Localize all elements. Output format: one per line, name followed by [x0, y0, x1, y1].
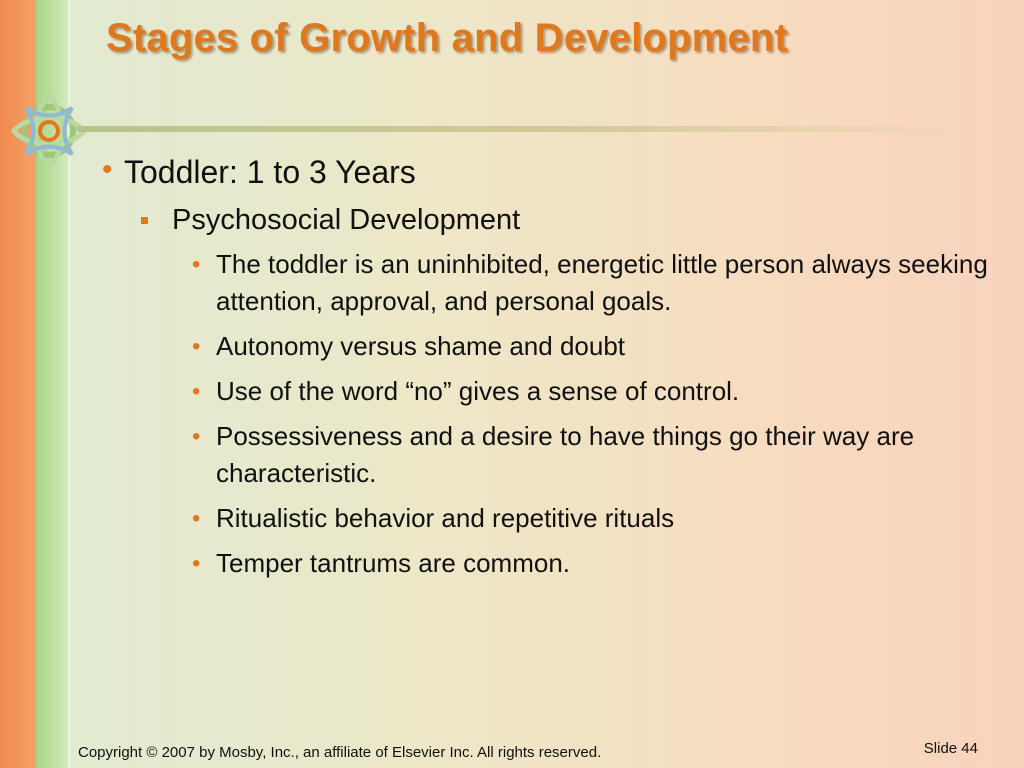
point-text: The toddler is an uninhibited, energetic little person always seeking attention, approval, and personal goals.: [216, 249, 988, 316]
list-item: [90, 246, 1000, 320]
heading-bullet-item: [90, 152, 1000, 192]
point-text: Temper tantrums are common.: [216, 548, 571, 578]
slide-number: Slide 44: [923, 740, 978, 757]
copyright-text: Copyright © 2007 by Mosby, Inc., an affiliate of Elsevier Inc. All rights reserved.: [78, 744, 602, 761]
list-item: [90, 545, 1000, 582]
subheading-bullet-item: [90, 202, 1000, 238]
round-bullet-icon: •: [192, 378, 201, 405]
slide-content: [90, 152, 1000, 590]
list-item: [90, 500, 1000, 537]
round-bullet-icon: •: [192, 423, 201, 450]
list-item: [90, 373, 1000, 410]
point-text: Use of the word “no” gives a sense of control.: [216, 376, 740, 406]
round-bullet-icon: •: [192, 333, 201, 360]
subheading-text: Psychosocial Development: [172, 204, 521, 236]
list-item: [90, 328, 1000, 365]
list-item: [90, 418, 1000, 492]
square-bullet-icon: [141, 217, 148, 224]
point-list: [90, 246, 1000, 582]
round-bullet-icon: •: [192, 251, 201, 278]
title-divider: [76, 126, 956, 132]
slide-title: Stages of Growth and Development: [106, 16, 789, 60]
round-bullet-icon: •: [192, 550, 201, 577]
point-text: Autonomy versus shame and doubt: [216, 331, 626, 361]
heading-text: Toddler: 1 to 3 Years: [124, 154, 416, 190]
point-text: Possessiveness and a desire to have things go their way are characteristic.: [216, 421, 915, 488]
round-bullet-icon: •: [102, 153, 113, 186]
round-bullet-icon: •: [192, 505, 201, 532]
point-text: Ritualistic behavior and repetitive rituals: [216, 503, 675, 533]
